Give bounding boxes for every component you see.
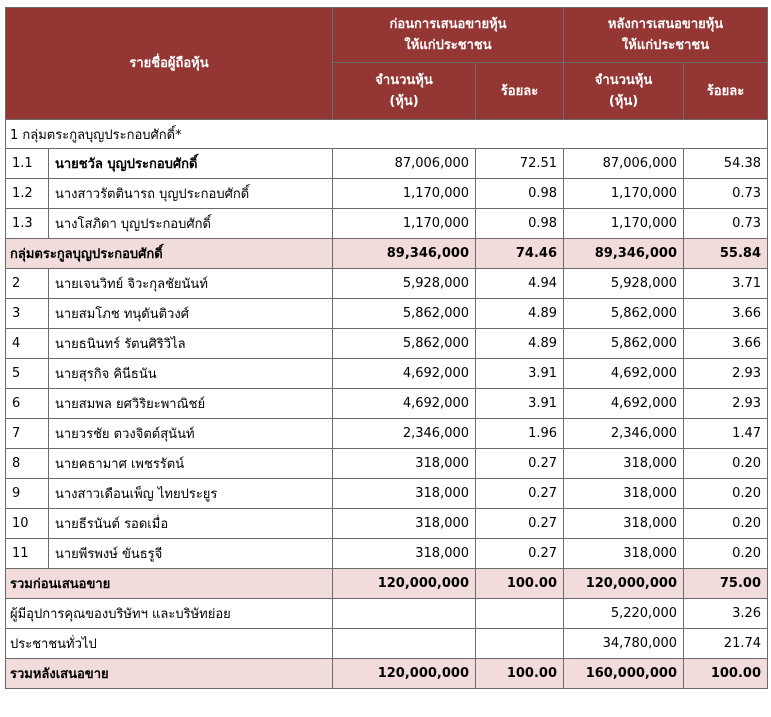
after-shares-value: 5,928,000: [564, 269, 684, 299]
before-shares-value: 1,170,000: [333, 209, 476, 239]
shareholder-row: [6, 509, 768, 539]
after-percent-value: 75.00: [684, 569, 768, 599]
after-percent-value: 0.20: [684, 539, 768, 569]
shareholder-name-text: นายพีรพงษ์ ขันธรูจี: [55, 547, 163, 562]
after-percent-value: 3.66: [684, 329, 768, 359]
before-percent-value: 100.00: [476, 659, 564, 689]
before-shares-value: 5,928,000: [333, 269, 476, 299]
shareholder-name-text: นายวรชัย ตวงจิตต์สุนันท์: [55, 427, 195, 442]
before-percent-value: 4.89: [476, 329, 564, 359]
shareholder-name: [49, 539, 333, 569]
shareholder-name: [49, 299, 333, 329]
after-shares-value: 4,692,000: [564, 359, 684, 389]
after-shares-value: 160,000,000: [564, 659, 684, 689]
before-percent-value: 74.46: [476, 239, 564, 269]
after-percent-value: 21.74: [684, 629, 768, 659]
total-before-offering-row: [6, 569, 768, 599]
row-label: ผู้มีอุปการคุณของบริษัทฯ และบริษัทย่อย: [6, 599, 333, 629]
after-percent-value: 54.38: [684, 149, 768, 179]
shareholder-row: [6, 389, 768, 419]
after-percent-value: 0.20: [684, 479, 768, 509]
before-shares-value: 5,862,000: [333, 299, 476, 329]
before-percent-value: [476, 629, 564, 659]
shareholder-name: [49, 209, 333, 239]
before-percent-value: 3.91: [476, 389, 564, 419]
before-percent-value: 0.27: [476, 449, 564, 479]
before-shares-value: [333, 629, 476, 659]
after-shares-value: 1,170,000: [564, 209, 684, 239]
after-shares-value: 4,692,000: [564, 389, 684, 419]
after-percent-value: 3.26: [684, 599, 768, 629]
after-shares-value: 5,862,000: [564, 299, 684, 329]
shareholder-name: [49, 389, 333, 419]
after-shares-value: 87,006,000: [564, 149, 684, 179]
before-shares-value: 87,006,000: [333, 149, 476, 179]
row-number: 2: [6, 269, 49, 299]
shareholder-row: [6, 479, 768, 509]
after-shares-value: 318,000: [564, 479, 684, 509]
shareholder-name-text: นายธีรนันต์ รอดเมื่อ: [55, 517, 169, 532]
shareholder-name-text: นายเจนวิทย์ จิวะกุลชัยนันท์: [55, 277, 208, 292]
post-offering-holder-row: [6, 599, 768, 629]
after-percent-value: 3.71: [684, 269, 768, 299]
after-percent-value: 2.93: [684, 359, 768, 389]
row-label: กลุ่มตระกูลบุญประกอบศักดิ์: [6, 239, 333, 269]
shareholder-name: [49, 419, 333, 449]
row-number: 5: [6, 359, 49, 389]
after-shares-value: 89,346,000: [564, 239, 684, 269]
before-shares-value: 120,000,000: [333, 569, 476, 599]
row-label: ประชาชนทั่วไป: [6, 629, 333, 659]
shareholder-name-text: นางสาวรัตตินารถ บุญประกอบศักดิ์: [55, 187, 250, 202]
shareholder-row: [6, 329, 768, 359]
before-percent-value: 0.27: [476, 479, 564, 509]
before-percent-header: ร้อยละ: [476, 63, 564, 120]
after-shares-value: 2,346,000: [564, 419, 684, 449]
before-percent-value: 0.27: [476, 539, 564, 569]
shareholder-name: [49, 509, 333, 539]
row-number: 10: [6, 509, 49, 539]
row-number: 3: [6, 299, 49, 329]
before-percent-value: 3.91: [476, 359, 564, 389]
after-percent-header: ร้อยละ: [684, 63, 768, 120]
shareholder-row: [6, 419, 768, 449]
row-number: 4: [6, 329, 49, 359]
after-percent-value: 3.66: [684, 299, 768, 329]
after-shares-value: 1,170,000: [564, 179, 684, 209]
family-member-row: [6, 149, 768, 179]
row-number: 7: [6, 419, 49, 449]
shareholder-row: [6, 359, 768, 389]
before-shares-value: 318,000: [333, 539, 476, 569]
family-total-row: [6, 239, 768, 269]
after-shares-value: 318,000: [564, 539, 684, 569]
before-percent-value: [476, 599, 564, 629]
after-percent-value: 0.73: [684, 209, 768, 239]
row-number: 8: [6, 449, 49, 479]
after-shares-value: 318,000: [564, 509, 684, 539]
after-offering-header: หลังการเสนอขายหุ้น ให้แก่ประชาชน: [564, 8, 768, 63]
before-shares-value: 318,000: [333, 449, 476, 479]
group-title-row: [6, 120, 768, 149]
shareholder-name-text: นางโสภิดา บุญประกอบศักดิ์: [55, 217, 211, 232]
after-percent-value: 0.20: [684, 449, 768, 479]
after-percent-value: 100.00: [684, 659, 768, 689]
shareholder-name-text: นายธนินทร์ รัตนศิริวิไล: [55, 337, 186, 352]
row-number: 9: [6, 479, 49, 509]
before-percent-value: 100.00: [476, 569, 564, 599]
before-shares-value: 4,692,000: [333, 359, 476, 389]
before-offering-header: ก่อนการเสนอขายหุ้น ให้แก่ประชาชน: [333, 8, 564, 63]
before-shares-value: 120,000,000: [333, 659, 476, 689]
before-percent-value: 0.27: [476, 509, 564, 539]
after-percent-value: 1.47: [684, 419, 768, 449]
shareholder-name-text: นายสมพล ยศวิริยะพาณิชย์: [55, 397, 206, 412]
after-shares-value: 5,220,000: [564, 599, 684, 629]
shareholder-name-text: นายชวัล บุญประกอบศักดิ์: [55, 157, 198, 172]
shareholder-name: [49, 359, 333, 389]
after-shares-value: 34,780,000: [564, 629, 684, 659]
before-percent-value: 72.51: [476, 149, 564, 179]
total-after-offering-row: [6, 659, 768, 689]
before-percent-value: 1.96: [476, 419, 564, 449]
row-number: 6: [6, 389, 49, 419]
post-offering-holder-row: [6, 629, 768, 659]
after-shares-header: จำนวนหุ้น (หุ้น): [564, 63, 684, 120]
shareholder-name-text: นายสมโภช ทนุดันติวงศ์: [55, 307, 189, 322]
after-shares-value: 5,862,000: [564, 329, 684, 359]
shareholder-table: [5, 7, 768, 689]
shareholder-row: [6, 269, 768, 299]
shareholder-name: [49, 449, 333, 479]
shareholder-name: [49, 269, 333, 299]
before-shares-value: 5,862,000: [333, 329, 476, 359]
family-member-row: [6, 209, 768, 239]
shareholder-name-text: นายคธามาศ เพชรรัตน์: [55, 457, 185, 472]
before-shares-value: 1,170,000: [333, 179, 476, 209]
shareholder-name-header: รายชื่อผู้ถือหุ้น: [6, 8, 333, 120]
before-shares-value: 89,346,000: [333, 239, 476, 269]
before-shares-value: 4,692,000: [333, 389, 476, 419]
row-label: รวมก่อนเสนอขาย: [6, 569, 333, 599]
after-shares-value: 318,000: [564, 449, 684, 479]
table-body: [6, 120, 768, 689]
before-shares-value: 2,346,000: [333, 419, 476, 449]
shareholder-row: [6, 539, 768, 569]
family-member-row: [6, 179, 768, 209]
before-percent-value: 4.94: [476, 269, 564, 299]
after-percent-value: 55.84: [684, 239, 768, 269]
row-label: รวมหลังเสนอขาย: [6, 659, 333, 689]
before-shares-value: [333, 599, 476, 629]
row-number: 1.1: [6, 149, 49, 179]
shareholder-name-text: นายสุรกิจ คินีธนัน: [55, 367, 157, 382]
shareholder-name: [49, 149, 333, 179]
row-number: 11: [6, 539, 49, 569]
before-percent-value: 0.98: [476, 179, 564, 209]
shareholder-row: [6, 299, 768, 329]
after-percent-value: 2.93: [684, 389, 768, 419]
row-number: 1.2: [6, 179, 49, 209]
before-shares-value: 318,000: [333, 479, 476, 509]
group-title: 1 กลุ่มตระกูลบุญประกอบศักดิ์*: [6, 120, 768, 149]
shareholder-name: [49, 179, 333, 209]
after-percent-value: 0.73: [684, 179, 768, 209]
after-shares-value: 120,000,000: [564, 569, 684, 599]
shareholder-row: [6, 449, 768, 479]
before-percent-value: 4.89: [476, 299, 564, 329]
shareholder-name: [49, 479, 333, 509]
before-shares-header: จำนวนหุ้น (หุ้น): [333, 63, 476, 120]
shareholder-name: [49, 329, 333, 359]
row-number: 1.3: [6, 209, 49, 239]
before-shares-value: 318,000: [333, 509, 476, 539]
after-percent-value: 0.20: [684, 509, 768, 539]
before-percent-value: 0.98: [476, 209, 564, 239]
shareholder-name-text: นางสาวเดือนเพ็ญ ไทยประยูร: [55, 487, 218, 502]
